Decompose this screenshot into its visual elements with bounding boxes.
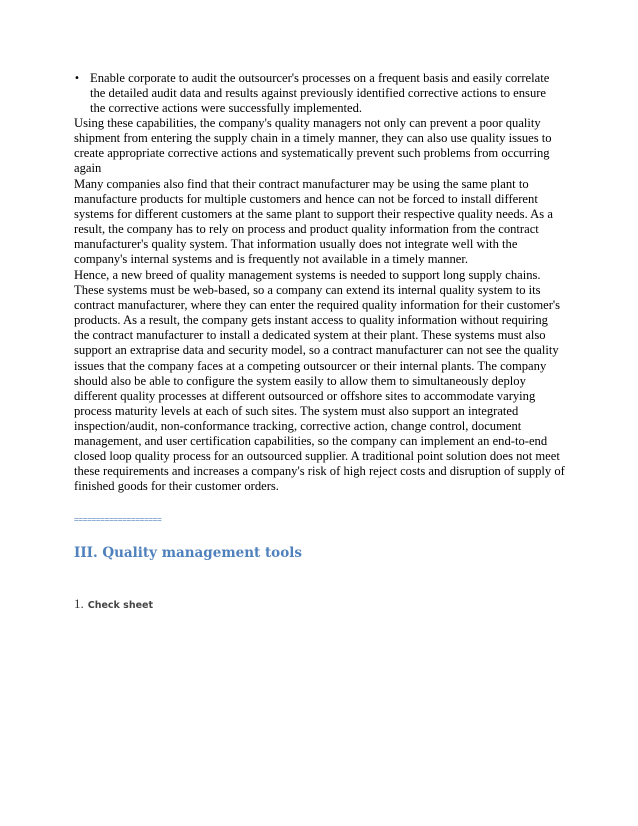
text-line: these requirements and increases a company's risk of high reject costs and disruption of supply of	[74, 464, 565, 479]
text-line: systems for different customers at the same plant to support their respective quality needs. As a	[74, 207, 553, 222]
text-line: support an extraprise data and security model, so a contract manufacturer can not see the quality	[74, 343, 559, 358]
separator-line: ====================	[74, 515, 162, 524]
sub-heading	[74, 596, 153, 614]
section-heading: III. Quality management tools	[74, 545, 302, 561]
sub-heading-number: 1.	[74, 596, 84, 611]
text-line: manufacture products for multiple customers and hence can not be forced to install different	[74, 192, 538, 207]
text-line: the contract manufacturer to install a dedicated system at their plant. These systems must also	[74, 328, 546, 343]
text-line: should also be able to configure the system easily to allow them to simultaneously deploy	[74, 373, 526, 388]
paragraph-quality-systems	[74, 268, 574, 494]
text-line: Many companies also find that their contract manufacturer may be using the same plant to	[74, 177, 529, 191]
sub-heading-label: Check sheet	[87, 600, 154, 611]
text-line: the detailed audit data and results against previously identified corrective actions to ensure	[90, 86, 547, 101]
text-line: create appropriate corrective actions and systematically prevent such problems from occurring	[74, 146, 550, 161]
text-line: Enable corporate to audit the outsourcer's processes on a frequent basis and easily correlate	[90, 71, 550, 85]
text-line: process maturity levels at each of such sites. The system must also support an integrated	[74, 403, 519, 418]
text-line: the corrective actions were successfully implemented.	[90, 101, 363, 116]
text-line: Hence, a new breed of quality management systems is needed to support long supply chains.	[74, 268, 541, 282]
text-line: inspection/audit, non-conformance tracking, corrective action, change control, document	[74, 418, 522, 433]
text-line: different quality processes at different outsourced or offshore sites to accommodate varying	[74, 388, 536, 403]
text-line: shipment from entering the supply chain in a timely manner, they can also use quality issues to	[74, 131, 552, 146]
text-line: again	[74, 161, 102, 176]
bullet-icon: •	[74, 73, 80, 84]
text-line: closed loop quality process for an outsourced supplier. A traditional point solution does not meet	[74, 449, 560, 464]
text-line: company's internal systems and is frequently not available in a timely manner.	[74, 252, 468, 267]
text-line: issues that the company faces at a competing outsourcer or their internal plants. The company	[74, 358, 547, 373]
text-line: Using these capabilities, the company's quality managers not only can prevent a poor quality	[74, 116, 541, 130]
text-line: products. As a result, the company gets instant access to quality information without requiring	[74, 313, 548, 328]
paragraph-capabilities	[74, 116, 574, 176]
text-line: finished goods for their customer orders.	[74, 479, 279, 494]
bullet-text	[90, 71, 550, 116]
text-line: contract manufacturer, where they can enter the required quality information for their customer's	[74, 298, 561, 313]
text-line: result, the company has to rely on process and product quality information from the contract	[74, 222, 539, 237]
text-line: manufacturer's quality system. That information usually does not integrate well with the	[74, 237, 518, 252]
text-line: These systems must be web-based, so a company can extend its internal quality system to its	[74, 283, 541, 298]
paragraph-contract-manufacturer	[74, 177, 574, 268]
text-line: management, and user certification capabilities, so the company can implement an end-to-end	[74, 434, 548, 449]
